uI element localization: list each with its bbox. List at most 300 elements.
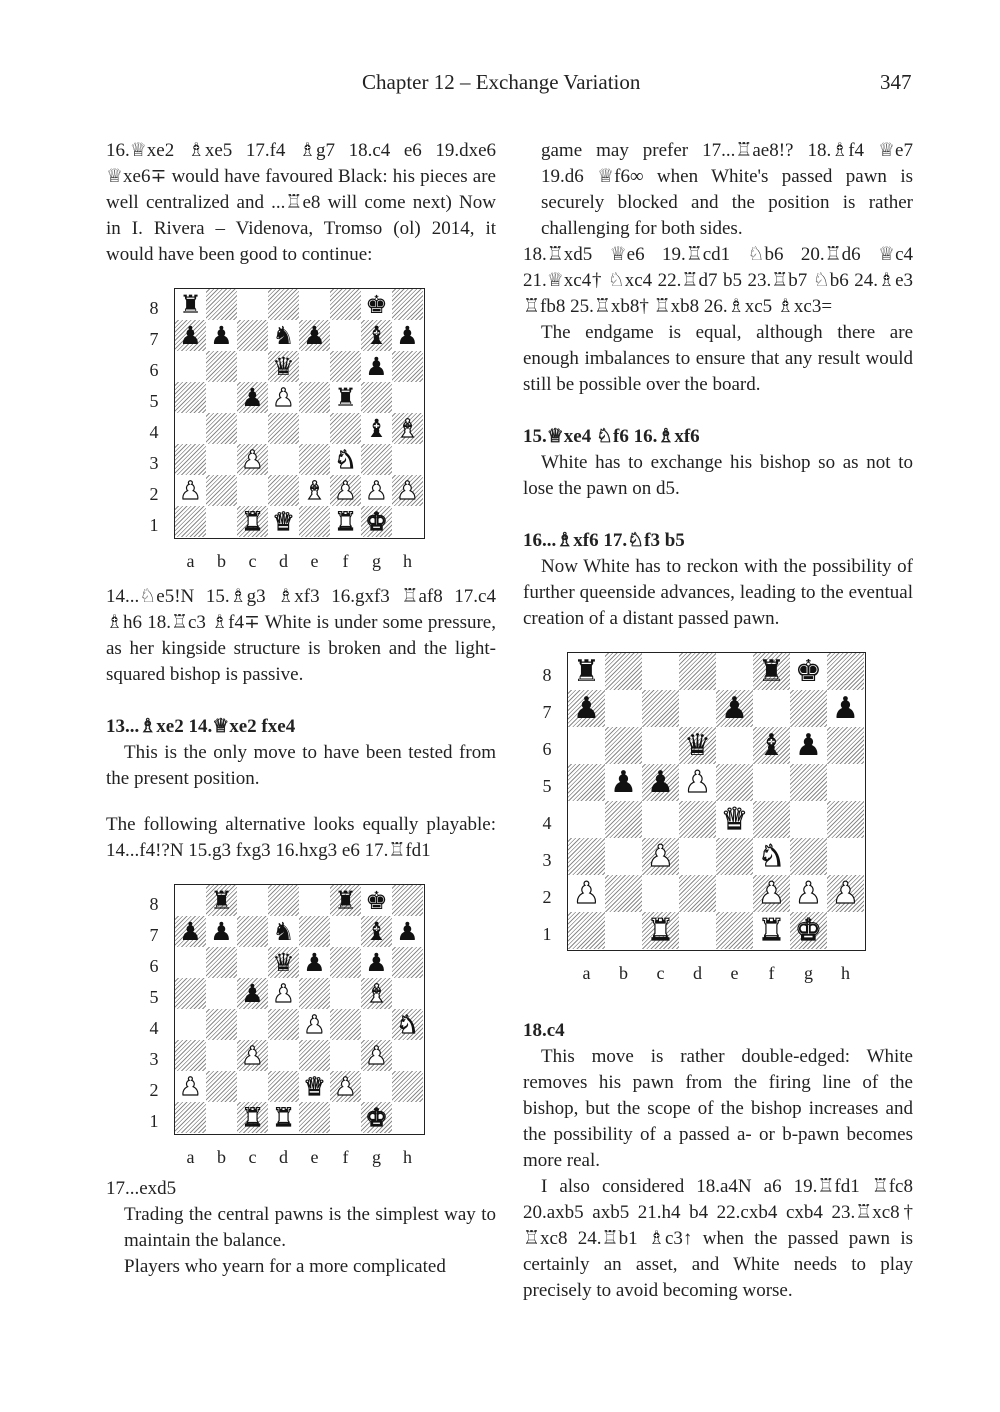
move-heading: 15.♕xe4 ♘f6 16.♗xf6 <box>523 426 700 447</box>
board-square-e1 <box>299 506 330 537</box>
board-square-a7 <box>175 320 206 351</box>
board-square-c1 <box>237 1102 268 1133</box>
black-rook-icon: ♜ <box>573 653 600 689</box>
move-heading: 18.c4 <box>523 1020 565 1041</box>
white-knight-icon: ♞ <box>334 445 357 474</box>
board-square-f1 <box>753 912 790 949</box>
board-square-h1 <box>392 1102 423 1133</box>
board-square-d8 <box>268 885 299 916</box>
board-square-e7 <box>716 690 753 727</box>
chessboard <box>174 884 425 1135</box>
white-pawn-icon: ♟ <box>758 875 785 911</box>
board-square-g8 <box>790 653 827 690</box>
board-square-c8 <box>237 885 268 916</box>
board-square-b6 <box>605 727 642 764</box>
file-label: c <box>656 963 665 983</box>
board-square-c6 <box>237 351 268 382</box>
board-square-h8 <box>392 885 423 916</box>
paragraph: The following alternative looks equally playable: 14...f4!?N 15.g3 fxg3 16.hxg3 e6 17.♖fd1 <box>106 814 496 861</box>
file-label: g <box>804 963 813 983</box>
board-square-g8 <box>361 885 392 916</box>
board-square-b7 <box>605 690 642 727</box>
page-header <box>0 70 1000 100</box>
white-pawn-icon: ♟ <box>684 764 711 800</box>
white-knight-icon: ♞ <box>396 1010 419 1039</box>
black-pawn-icon: ♟ <box>832 690 859 726</box>
board-square-c4 <box>237 413 268 444</box>
board-square-b8 <box>206 885 237 916</box>
board-square-c5 <box>237 382 268 413</box>
paragraph: 17...exd5 <box>106 1178 177 1199</box>
white-pawn-icon: ♟ <box>573 875 600 911</box>
board-square-d7 <box>679 690 716 727</box>
board-square-g1 <box>790 912 827 949</box>
board-square-e2 <box>299 1071 330 1102</box>
black-king-icon: ♚ <box>365 290 388 319</box>
board-square-b3 <box>605 838 642 875</box>
rank-label: 5 <box>149 986 159 1007</box>
board-square-d4 <box>268 1009 299 1040</box>
file-label: d <box>279 1147 288 1167</box>
board-square-a5 <box>175 382 206 413</box>
board-square-a6 <box>175 947 206 978</box>
board-square-e1 <box>299 1102 330 1133</box>
rank-label: 6 <box>542 738 552 759</box>
white-pawn-icon: ♟ <box>795 875 822 911</box>
rank-label: 2 <box>149 483 159 504</box>
paragraph: 14...♘e5!N 15.♗g3 ♗xf3 16.gxf3 ♖af8 17.c4 ♗h6 18.♖c3 ♗f4∓ White is under some pressure, as her kingside structure is broken and the light-squared bishop is passive. <box>106 586 496 685</box>
board-square-a4 <box>568 801 605 838</box>
black-pawn-icon: ♟ <box>647 764 674 800</box>
board-square-f6 <box>330 351 361 382</box>
board-square-d1 <box>679 912 716 949</box>
board-square-d3 <box>679 838 716 875</box>
black-bishop-icon: ♝ <box>758 727 785 763</box>
rank-label: 1 <box>149 514 159 535</box>
board-square-a8 <box>175 289 206 320</box>
file-label: e <box>310 1147 319 1167</box>
file-label: f <box>342 551 349 571</box>
black-pawn-icon: ♟ <box>210 321 233 350</box>
white-pawn-icon: ♟ <box>179 1072 202 1101</box>
file-label: c <box>248 551 257 571</box>
board-square-a2 <box>175 475 206 506</box>
black-rook-icon: ♜ <box>758 653 785 689</box>
board-square-f6 <box>753 727 790 764</box>
white-queen-icon: ♛ <box>721 801 748 837</box>
white-rook-icon: ♜ <box>334 507 357 536</box>
board-square-c4 <box>237 1009 268 1040</box>
board-square-d6 <box>679 727 716 764</box>
white-pawn-icon: ♟ <box>272 979 295 1008</box>
white-bishop-icon: ♝ <box>365 979 388 1008</box>
board-square-d8 <box>679 653 716 690</box>
paragraph: 18.♖xd5 ♕e6 19.♖cd1 ♘b6 20.♖d6 ♕c4 21.♕xc4† ♘xc4 22.♖d7 b5 23.♖b7 ♘b6 24.♗e3 ♖fb8 25.♖xb8† ♖xb8 26.♗xc5 ♗xc3= <box>523 244 913 317</box>
board-square-e8 <box>299 289 330 320</box>
board-square-d8 <box>268 289 299 320</box>
board-square-b1 <box>206 506 237 537</box>
black-queen-icon: ♛ <box>684 727 711 763</box>
white-king-icon: ♚ <box>365 507 388 536</box>
board-square-c2 <box>237 475 268 506</box>
board-square-c8 <box>642 653 679 690</box>
board-square-g8 <box>361 289 392 320</box>
chess-diagram-3 <box>523 652 913 1012</box>
black-queen-icon: ♛ <box>272 352 295 381</box>
board-square-f3 <box>330 1040 361 1071</box>
board-square-h3 <box>392 444 423 475</box>
black-rook-icon: ♜ <box>334 383 357 412</box>
board-square-b3 <box>206 1040 237 1071</box>
white-pawn-icon: ♟ <box>334 476 357 505</box>
file-label: b <box>217 1147 226 1167</box>
board-square-b7 <box>206 320 237 351</box>
board-square-c1 <box>642 912 679 949</box>
board-square-c2 <box>237 1071 268 1102</box>
rank-label: 4 <box>149 1017 159 1038</box>
board-square-d5 <box>268 382 299 413</box>
board-square-h5 <box>827 764 864 801</box>
board-square-g5 <box>361 382 392 413</box>
board-square-f1 <box>330 506 361 537</box>
board-square-c6 <box>642 727 679 764</box>
file-label: b <box>619 963 628 983</box>
white-rook-icon: ♜ <box>241 1103 264 1132</box>
board-square-h3 <box>392 1040 423 1071</box>
board-square-b4 <box>206 1009 237 1040</box>
board-square-a6 <box>568 727 605 764</box>
board-square-c3 <box>237 444 268 475</box>
board-square-b4 <box>206 413 237 444</box>
file-label: e <box>310 551 319 571</box>
board-square-c7 <box>237 916 268 947</box>
file-label: e <box>730 963 739 983</box>
board-square-f1 <box>330 1102 361 1133</box>
black-king-icon: ♚ <box>795 653 822 689</box>
rank-label: 3 <box>149 452 159 473</box>
board-square-h7 <box>392 320 423 351</box>
white-pawn-icon: ♟ <box>179 476 202 505</box>
board-square-g6 <box>361 351 392 382</box>
board-square-d5 <box>679 764 716 801</box>
board-square-e4 <box>716 801 753 838</box>
paragraph: This is the only move to have been tested from the present position. <box>106 742 496 789</box>
right-column <box>523 138 913 1304</box>
board-square-b5 <box>605 764 642 801</box>
board-square-a7 <box>175 916 206 947</box>
board-square-e8 <box>299 885 330 916</box>
white-pawn-icon: ♟ <box>647 838 674 874</box>
black-pawn-icon: ♟ <box>179 321 202 350</box>
black-pawn-icon: ♟ <box>795 727 822 763</box>
white-pawn-icon: ♟ <box>365 476 388 505</box>
board-square-e4 <box>299 1009 330 1040</box>
rank-label: 4 <box>149 421 159 442</box>
board-square-a1 <box>175 1102 206 1133</box>
white-bishop-icon: ♝ <box>303 476 326 505</box>
file-label: f <box>768 963 775 983</box>
board-square-g1 <box>361 1102 392 1133</box>
board-square-b7 <box>206 916 237 947</box>
board-square-f4 <box>330 413 361 444</box>
paragraph: Now White has to reckon with the possibility of further queenside advances, leading to the eventual creation of a distant passed pawn. <box>523 556 913 629</box>
chessboard <box>567 652 866 951</box>
board-square-a2 <box>175 1071 206 1102</box>
board-square-a4 <box>175 1009 206 1040</box>
board-square-c3 <box>642 838 679 875</box>
board-square-h7 <box>392 916 423 947</box>
rank-label: 8 <box>542 664 552 685</box>
file-label: h <box>403 551 412 571</box>
board-square-b8 <box>605 653 642 690</box>
file-label: b <box>217 551 226 571</box>
white-pawn-icon: ♟ <box>241 445 264 474</box>
rank-label: 7 <box>149 328 159 349</box>
rank-label: 5 <box>149 390 159 411</box>
board-square-e4 <box>299 413 330 444</box>
paragraph: Trading the central pawns is the simplest way to maintain the balance. <box>124 1204 496 1251</box>
white-pawn-icon: ♟ <box>241 1041 264 1070</box>
board-square-h1 <box>827 912 864 949</box>
white-pawn-icon: ♟ <box>396 476 419 505</box>
board-square-h8 <box>392 289 423 320</box>
white-king-icon: ♚ <box>365 1103 388 1132</box>
board-square-h1 <box>392 506 423 537</box>
rank-label: 5 <box>542 775 552 796</box>
black-bishop-icon: ♝ <box>365 321 388 350</box>
rank-label: 8 <box>149 297 159 318</box>
rank-label: 1 <box>542 923 552 944</box>
black-pawn-icon: ♟ <box>396 917 419 946</box>
black-bishop-icon: ♝ <box>365 414 388 443</box>
board-square-e5 <box>716 764 753 801</box>
board-square-a8 <box>175 885 206 916</box>
board-square-g4 <box>361 1009 392 1040</box>
board-square-g3 <box>790 838 827 875</box>
board-square-e1 <box>716 912 753 949</box>
board-square-e7 <box>299 320 330 351</box>
rank-label: 4 <box>542 812 552 833</box>
black-pawn-icon: ♟ <box>303 321 326 350</box>
rank-label: 8 <box>149 893 159 914</box>
white-pawn-icon: ♟ <box>365 1041 388 1070</box>
board-square-c3 <box>237 1040 268 1071</box>
board-square-c5 <box>642 764 679 801</box>
white-rook-icon: ♜ <box>272 1103 295 1132</box>
file-label: h <box>403 1147 412 1167</box>
black-queen-icon: ♛ <box>272 948 295 977</box>
board-square-f4 <box>753 801 790 838</box>
board-square-e3 <box>299 444 330 475</box>
board-square-e2 <box>716 875 753 912</box>
white-pawn-icon: ♟ <box>832 875 859 911</box>
board-square-h2 <box>392 1071 423 1102</box>
board-square-c7 <box>642 690 679 727</box>
board-square-d2 <box>679 875 716 912</box>
board-square-e2 <box>299 475 330 506</box>
board-square-h6 <box>392 351 423 382</box>
file-label: c <box>248 1147 257 1167</box>
white-rook-icon: ♜ <box>647 912 674 948</box>
board-square-h4 <box>827 801 864 838</box>
black-pawn-icon: ♟ <box>179 917 202 946</box>
board-square-b4 <box>605 801 642 838</box>
board-square-b5 <box>206 382 237 413</box>
board-square-f3 <box>330 444 361 475</box>
board-square-a3 <box>175 1040 206 1071</box>
board-square-d6 <box>268 947 299 978</box>
black-pawn-icon: ♟ <box>210 917 233 946</box>
board-square-a3 <box>568 838 605 875</box>
board-square-c2 <box>642 875 679 912</box>
black-pawn-icon: ♟ <box>365 948 388 977</box>
board-square-a5 <box>175 978 206 1009</box>
board-square-e5 <box>299 382 330 413</box>
board-square-h2 <box>392 475 423 506</box>
board-square-e5 <box>299 978 330 1009</box>
board-square-d3 <box>268 1040 299 1071</box>
white-rook-icon: ♜ <box>241 507 264 536</box>
board-square-g6 <box>790 727 827 764</box>
paragraph: The endgame is equal, although there are enough imbalances to ensure that any result would still be possible over the board. <box>523 322 913 395</box>
board-square-b5 <box>206 978 237 1009</box>
board-square-b8 <box>206 289 237 320</box>
black-pawn-icon: ♟ <box>721 690 748 726</box>
black-pawn-icon: ♟ <box>610 764 637 800</box>
board-square-e8 <box>716 653 753 690</box>
board-square-b2 <box>206 475 237 506</box>
board-square-c8 <box>237 289 268 320</box>
rank-label: 2 <box>542 886 552 907</box>
board-square-d7 <box>268 320 299 351</box>
black-pawn-icon: ♟ <box>573 690 600 726</box>
board-square-h7 <box>827 690 864 727</box>
white-king-icon: ♚ <box>795 912 822 948</box>
board-square-g7 <box>790 690 827 727</box>
black-pawn-icon: ♟ <box>365 352 388 381</box>
board-square-f2 <box>753 875 790 912</box>
board-square-e3 <box>716 838 753 875</box>
file-label: d <box>279 551 288 571</box>
black-bishop-icon: ♝ <box>365 917 388 946</box>
board-square-c4 <box>642 801 679 838</box>
white-pawn-icon: ♟ <box>303 1010 326 1039</box>
board-square-d2 <box>268 475 299 506</box>
chapter-title: Chapter 12 – Exchange Variation <box>362 70 641 94</box>
board-square-f8 <box>330 289 361 320</box>
board-square-a1 <box>568 912 605 949</box>
paragraph: Players who yearn for a more complicated <box>124 1256 446 1277</box>
board-square-b3 <box>206 444 237 475</box>
rank-label: 1 <box>149 1110 159 1131</box>
file-label: g <box>372 551 381 571</box>
board-square-a5 <box>568 764 605 801</box>
board-square-a4 <box>175 413 206 444</box>
board-square-f2 <box>330 1071 361 1102</box>
file-label: a <box>582 963 591 983</box>
board-square-h4 <box>392 413 423 444</box>
board-square-b2 <box>206 1071 237 1102</box>
chess-diagram-2 <box>106 884 506 1176</box>
board-square-g7 <box>361 320 392 351</box>
black-knight-icon: ♞ <box>272 917 295 946</box>
board-square-e7 <box>299 916 330 947</box>
board-square-f7 <box>330 320 361 351</box>
board-square-g2 <box>790 875 827 912</box>
board-square-b1 <box>206 1102 237 1133</box>
board-square-h8 <box>827 653 864 690</box>
paragraph: I also considered 18.a4N a6 19.♖fd1 ♖fc8 20.axb5 axb5 21.h4 b4 22.cxb4 cxb4 23.♖xc8† ♖xc8 24.♖b1 ♗c3↑ when the passed pawn is certainly an asset, and White needs to play precisely to avoid becoming worse. <box>523 1176 913 1301</box>
file-label: a <box>186 1147 195 1167</box>
white-pawn-icon: ♟ <box>334 1072 357 1101</box>
file-label: h <box>841 963 850 983</box>
chessboard <box>174 288 425 539</box>
board-square-d1 <box>268 1102 299 1133</box>
board-square-b6 <box>206 351 237 382</box>
black-pawn-icon: ♟ <box>303 948 326 977</box>
white-bishop-icon: ♝ <box>396 414 419 443</box>
file-label: g <box>372 1147 381 1167</box>
board-square-g2 <box>361 475 392 506</box>
chess-diagram-1 <box>106 288 506 584</box>
board-square-c6 <box>237 947 268 978</box>
board-square-h5 <box>392 978 423 1009</box>
board-square-f4 <box>330 1009 361 1040</box>
move-heading: 16...♗xf6 17.♘f3 b5 <box>523 530 685 551</box>
rank-label: 3 <box>542 849 552 870</box>
rank-label: 7 <box>542 701 552 722</box>
board-square-a3 <box>175 444 206 475</box>
board-square-e3 <box>299 1040 330 1071</box>
board-square-g6 <box>361 947 392 978</box>
board-square-a7 <box>568 690 605 727</box>
white-knight-icon: ♞ <box>758 838 785 874</box>
board-square-g3 <box>361 1040 392 1071</box>
paragraph: White has to exchange his bishop so as not to lose the pawn on d5. <box>523 452 913 499</box>
black-pawn-icon: ♟ <box>396 321 419 350</box>
board-square-g2 <box>361 1071 392 1102</box>
board-square-g4 <box>790 801 827 838</box>
white-rook-icon: ♜ <box>758 912 785 948</box>
black-pawn-icon: ♟ <box>241 383 264 412</box>
board-square-a1 <box>175 506 206 537</box>
black-knight-icon: ♞ <box>272 321 295 350</box>
board-square-e6 <box>299 351 330 382</box>
board-square-f5 <box>330 978 361 1009</box>
white-pawn-icon: ♟ <box>272 383 295 412</box>
rank-label: 2 <box>149 1079 159 1100</box>
board-square-a8 <box>568 653 605 690</box>
board-square-f8 <box>330 885 361 916</box>
black-rook-icon: ♜ <box>179 290 202 319</box>
board-square-g5 <box>790 764 827 801</box>
move-heading: 13...♗xe2 14.♕xe2 fxe4 <box>106 716 296 737</box>
black-rook-icon: ♜ <box>210 886 233 915</box>
board-square-d3 <box>268 444 299 475</box>
rank-label: 6 <box>149 955 159 976</box>
left-column <box>106 138 496 1280</box>
page-number: 347 <box>880 70 912 94</box>
board-square-a6 <box>175 351 206 382</box>
board-square-g5 <box>361 978 392 1009</box>
file-label: f <box>342 1147 349 1167</box>
board-square-f5 <box>330 382 361 413</box>
board-square-e6 <box>716 727 753 764</box>
board-square-h3 <box>827 838 864 875</box>
black-king-icon: ♚ <box>365 886 388 915</box>
file-label: a <box>186 551 195 571</box>
file-label: d <box>693 963 702 983</box>
